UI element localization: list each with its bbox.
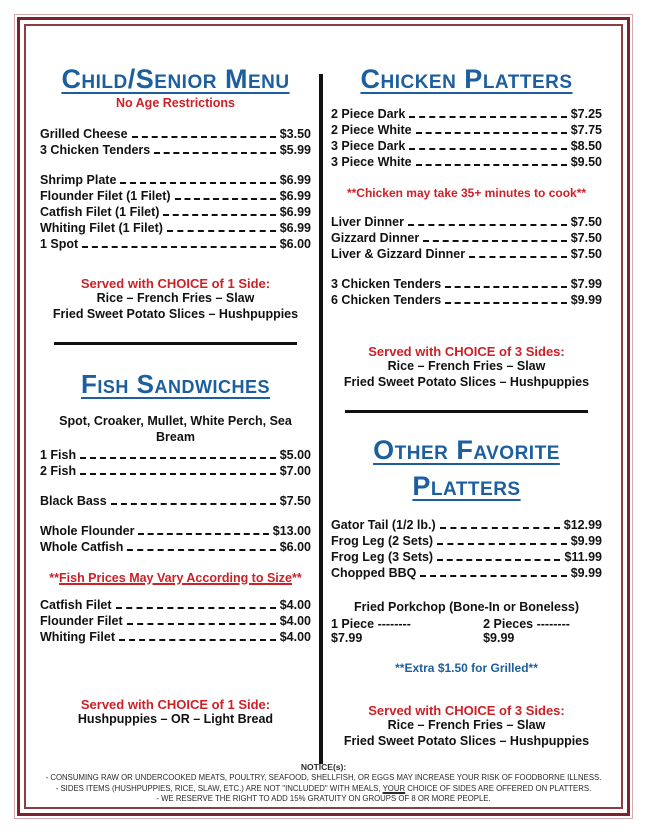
dash-leader <box>409 143 566 150</box>
menu-item-row <box>331 230 602 246</box>
dash-leader <box>167 225 276 232</box>
served-note-heading: Served with CHOICE of 1 Side: <box>80 697 271 712</box>
item-price: $13.00 <box>272 524 311 538</box>
item-price: $3.50 <box>279 127 311 141</box>
dash-leader <box>423 235 567 242</box>
served-note-heading: Served with CHOICE of 1 Side: <box>80 276 271 291</box>
served-note <box>331 703 602 749</box>
menu-item-row <box>40 142 311 158</box>
item-price: $6.00 <box>279 237 311 251</box>
fish-price-note <box>40 571 311 585</box>
dash-leader <box>163 209 275 216</box>
dash-leader <box>445 281 566 288</box>
item-name: 3 Piece White <box>331 155 412 169</box>
chicken-dinner-items <box>331 214 602 308</box>
item-price: $6.99 <box>279 221 311 235</box>
section-fish-sandwiches <box>40 369 311 728</box>
item-price: $6.99 <box>279 173 311 187</box>
menu-item-row <box>40 597 311 613</box>
item-price: $11.99 <box>564 550 602 564</box>
item-name: Flounder Filet <box>40 614 123 628</box>
no-age-restrictions-note: No Age Restrictions <box>115 96 235 110</box>
fish-price-note-text: Fish Prices May Vary According to Size <box>59 571 292 585</box>
item-name: 2 Piece Dark <box>331 107 406 121</box>
menu-item-row <box>331 214 602 230</box>
item-price: $7.00 <box>279 464 311 478</box>
child-senior-items <box>40 126 311 252</box>
menu-item-row <box>331 292 602 308</box>
dash-leader <box>111 498 276 505</box>
served-note-line: Rice – French Fries – Slaw <box>387 718 546 732</box>
item-price: $4.00 <box>279 614 311 628</box>
item-name: Whole Flounder <box>40 524 135 538</box>
other-platter-items <box>331 517 602 581</box>
item-name: Whiting Filet (1 Filet) <box>40 221 163 235</box>
menu-item-row <box>40 613 311 629</box>
served-note-line: Hushpuppies – OR – Light Bread <box>77 712 274 726</box>
menu-item-row <box>331 246 602 262</box>
item-name: 3 Chicken Tenders <box>331 277 442 291</box>
menu-item-row <box>331 276 602 292</box>
served-note-heading: Served with CHOICE of 3 Sides: <box>368 344 565 359</box>
porkchop-two-pieces: 2 Pieces -------- $9.99 <box>483 617 570 645</box>
item-price: $5.99 <box>279 143 311 157</box>
section-other-platters <box>331 435 602 749</box>
menu-item-row <box>40 126 311 142</box>
item-name: 1 Spot <box>40 237 79 251</box>
item-price: $7.99 <box>570 277 602 291</box>
served-note-line: Fried Sweet Potato Slices – Hushpuppies <box>343 374 590 389</box>
fish-price-note-suffix: ** <box>291 571 302 585</box>
item-name: 1 Fish <box>40 448 77 462</box>
dash-leader <box>80 468 276 475</box>
section-divider <box>54 342 298 345</box>
notice-line-2-pre: - SIDES ITEMS (HUSHPUPPIES, RICE, SLAW, ETC.) ARE NOT "INCLUDED" WITH MEALS, <box>55 783 383 793</box>
section-title-other-platters <box>331 435 602 501</box>
menu-item-row <box>40 629 311 645</box>
item-price: $8.50 <box>570 139 602 153</box>
item-name: Black Bass <box>40 494 107 508</box>
served-note-line: Fried Sweet Potato Slices – Hushpuppies <box>52 306 299 321</box>
item-name: Shrimp Plate <box>40 173 117 187</box>
item-name: 3 Piece Dark <box>331 139 406 153</box>
item-name: Gizzard Dinner <box>331 231 420 245</box>
item-price: $7.50 <box>570 231 602 245</box>
dash-leader <box>416 127 567 134</box>
item-price: $7.50 <box>279 494 311 508</box>
item-name: Flounder Filet (1 Filet) <box>40 189 171 203</box>
dash-leader <box>154 147 275 154</box>
dash-leader <box>116 602 276 609</box>
notice-line-2-post: CHOICE OF SIDES ARE OFFERED ON PLATTERS. <box>405 783 592 793</box>
served-note <box>40 697 311 728</box>
menu-item-row <box>331 565 602 581</box>
dash-leader <box>445 297 566 304</box>
notice-line-2 <box>40 784 607 795</box>
dash-leader <box>420 570 566 577</box>
section-title-child-senior: Child/Senior Menu <box>61 64 290 94</box>
dash-leader <box>127 544 275 551</box>
item-price: $9.99 <box>570 293 602 307</box>
item-name: Chopped BBQ <box>331 566 417 580</box>
dash-leader <box>80 452 276 459</box>
dash-leader <box>440 522 560 529</box>
porkchop-one-piece: 1 Piece -------- $7.99 <box>331 617 411 645</box>
item-name: Frog Leg (3 Sets) <box>331 550 434 564</box>
menu-item-row <box>331 154 602 170</box>
left-column <box>32 64 319 764</box>
item-name: Catfish Filet (1 Filet) <box>40 205 160 219</box>
title-line-1: Other Favorite <box>373 435 560 465</box>
served-note-line: Fried Sweet Potato Slices – Hushpuppies <box>343 733 590 748</box>
section-title-chicken-platters: Chicken Platters <box>360 64 573 94</box>
notice-line-2-underlined: YOUR <box>382 783 406 793</box>
item-name: Liver & Gizzard Dinner <box>331 247 466 261</box>
dash-leader <box>138 528 268 535</box>
notice-line-1: - CONSUMING RAW OR UNDERCOOKED MEATS, POULTRY, SEAFOOD, SHELLFISH, OR EGGS MAY INCREASE YOUR RISK OF FOODBORNE ILLNESS. <box>45 773 602 782</box>
item-price: $9.99 <box>570 534 602 548</box>
fish-types-subtitle: Spot, Croaker, Mullet, White Perch, Sea Bream <box>59 414 292 444</box>
item-price: $6.99 <box>279 189 311 203</box>
section-child-senior <box>40 64 311 322</box>
menu-item-row <box>331 138 602 154</box>
dash-leader <box>437 554 560 561</box>
section-divider <box>345 410 589 413</box>
fish-filet-items <box>40 597 311 645</box>
item-price: $5.00 <box>279 448 311 462</box>
item-name: Gator Tail (1/2 lb.) <box>331 518 436 532</box>
porkchop-heading: Fried Porkchop (Bone-In or Boneless) <box>353 600 580 614</box>
right-column <box>323 64 610 764</box>
menu-item-row <box>40 539 311 555</box>
fish-price-note-prefix: ** <box>49 571 60 585</box>
item-price: $7.50 <box>570 247 602 261</box>
item-price: $6.00 <box>279 540 311 554</box>
menu-item-row <box>331 106 602 122</box>
menu-item-row <box>40 493 311 509</box>
served-note <box>40 276 311 322</box>
item-price: $7.25 <box>570 107 602 121</box>
item-name: Whole Catfish <box>40 540 124 554</box>
grilled-extra-note: **Extra $1.50 for Grilled** <box>395 661 538 675</box>
menu-item-row <box>40 172 311 188</box>
dash-leader <box>409 111 566 118</box>
item-name: Grilled Cheese <box>40 127 128 141</box>
served-note-line: Rice – French Fries – Slaw <box>96 291 255 305</box>
dash-leader <box>132 131 276 138</box>
item-price: $9.99 <box>570 566 602 580</box>
menu-item-row <box>331 122 602 138</box>
item-price: $6.99 <box>279 205 311 219</box>
served-note-line: Rice – French Fries – Slaw <box>387 359 546 373</box>
item-name: Catfish Filet <box>40 598 112 612</box>
dash-leader <box>469 251 567 258</box>
menu-item-row <box>40 188 311 204</box>
item-price: $4.00 <box>279 598 311 612</box>
dash-leader <box>175 193 276 200</box>
notice-heading: NOTICE(s): <box>300 762 347 772</box>
fish-items <box>40 447 311 555</box>
menu-item-row <box>40 204 311 220</box>
notice-block <box>40 762 607 805</box>
item-price: $7.50 <box>570 215 602 229</box>
item-name: 2 Piece White <box>331 123 412 137</box>
item-name: 3 Chicken Tenders <box>40 143 151 157</box>
served-note-heading: Served with CHOICE of 3 Sides: <box>368 703 565 718</box>
item-name: 2 Fish <box>40 464 77 478</box>
menu-item-row <box>40 220 311 236</box>
served-note <box>331 344 602 390</box>
dash-leader <box>408 219 567 226</box>
chicken-cook-time-note: **Chicken may take 35+ minutes to cook** <box>346 186 587 200</box>
menu-item-row <box>40 523 311 539</box>
notice-line-3: - WE RESERVE THE RIGHT TO ADD 15% GRATUITY ON GROUPS OF 8 OR MORE PEOPLE. <box>156 794 491 803</box>
item-price: $12.99 <box>563 518 602 532</box>
menu-item-row <box>331 533 602 549</box>
section-chicken-platters <box>331 64 602 390</box>
menu-item-row <box>40 463 311 479</box>
porkchop-block <box>331 599 602 645</box>
menu-item-row <box>40 447 311 463</box>
menu-item-row <box>331 517 602 533</box>
dash-leader <box>119 634 276 641</box>
porkchop-prices <box>331 617 602 645</box>
item-name: Liver Dinner <box>331 215 404 229</box>
dash-leader <box>416 159 567 166</box>
dash-leader <box>120 177 275 184</box>
item-name: 6 Chicken Tenders <box>331 293 442 307</box>
dash-leader <box>437 538 567 545</box>
menu-item-row <box>331 549 602 565</box>
dash-leader <box>127 618 276 625</box>
chicken-piece-items <box>331 106 602 170</box>
title-line-2: Platters <box>412 471 521 501</box>
menu-columns <box>32 64 616 764</box>
item-price: $7.75 <box>570 123 602 137</box>
section-title-fish-sandwiches: Fish Sandwiches <box>81 369 270 399</box>
item-price: $4.00 <box>279 630 311 644</box>
menu-item-row <box>40 236 311 252</box>
item-name: Whiting Filet <box>40 630 115 644</box>
item-price: $9.50 <box>570 155 602 169</box>
dash-leader <box>82 241 276 248</box>
item-name: Frog Leg (2 Sets) <box>331 534 434 548</box>
